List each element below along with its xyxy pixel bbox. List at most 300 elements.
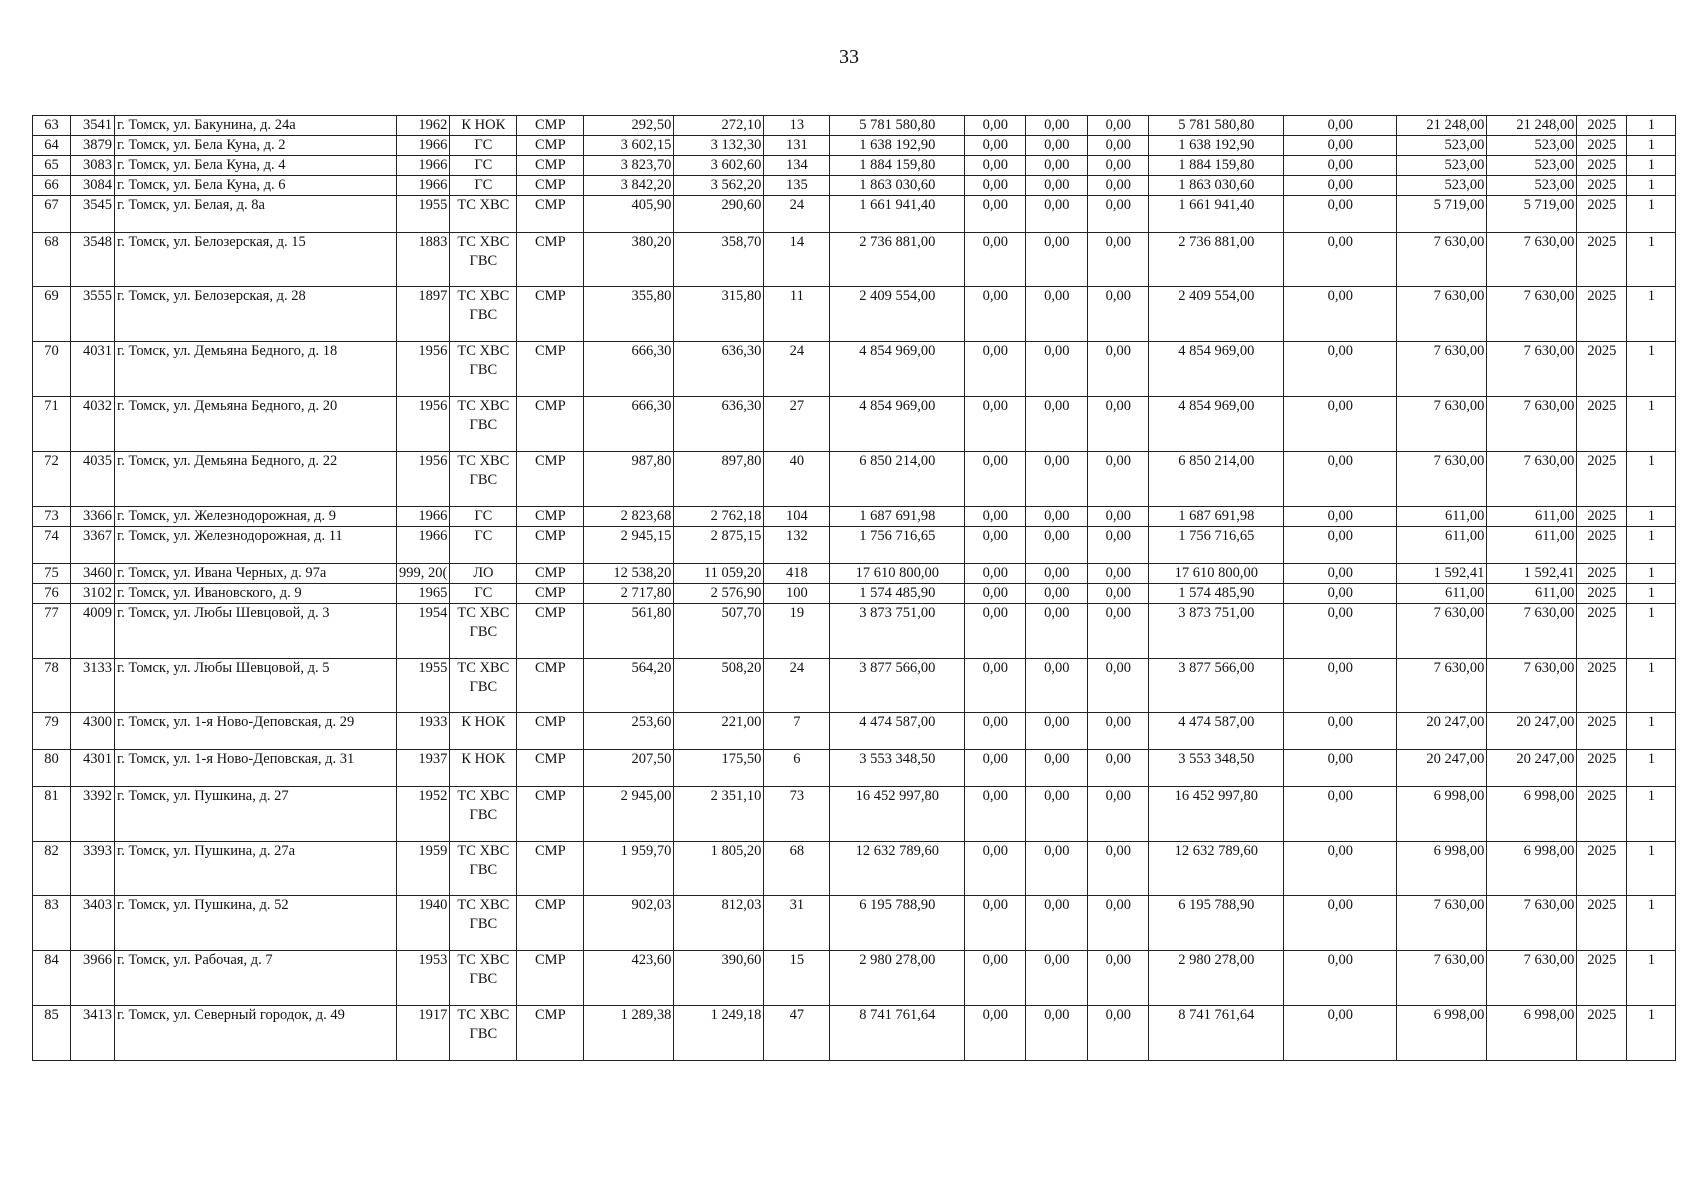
residents-cell: 135: [764, 176, 830, 196]
max-unit-cost-cell: 7 630,00: [1487, 342, 1577, 397]
other-funds-cell: 0,00: [1284, 951, 1397, 1006]
owner-funds-cell: 1 661 941,40: [1149, 196, 1284, 233]
residents-cell: 24: [764, 342, 830, 397]
work-type-cell: СМР: [517, 232, 584, 287]
living-area-cell: 315,80: [674, 287, 764, 342]
fund-cell: 0,00: [1088, 232, 1149, 287]
fund-cell: 0,00: [965, 583, 1026, 603]
owner-funds-cell: 2 736 881,00: [1149, 232, 1284, 287]
row-number-cell: 71: [33, 397, 71, 452]
other-funds-cell: 0,00: [1284, 527, 1397, 564]
cost-total-cell: 8 741 761,64: [830, 1006, 965, 1061]
fund-cell: 0,00: [965, 527, 1026, 564]
system-label: ГС: [474, 584, 493, 601]
systems-cell: [450, 750, 517, 787]
cost-total-cell: 2 409 554,00: [830, 287, 965, 342]
max-unit-cost-cell: 21 248,00: [1487, 116, 1577, 136]
stage-cell: 1: [1627, 176, 1676, 196]
cost-total-cell: 1 863 030,60: [830, 176, 965, 196]
max-unit-cost-cell: 6 998,00: [1487, 841, 1577, 896]
max-unit-cost-cell: 611,00: [1487, 583, 1577, 603]
residents-cell: 418: [764, 563, 830, 583]
residents-cell: 73: [764, 786, 830, 841]
plan-year-cell: 2025: [1577, 1006, 1627, 1061]
plan-year-cell: 2025: [1577, 287, 1627, 342]
systems-cell: [450, 136, 517, 156]
work-type-cell: СМР: [517, 196, 584, 233]
systems-cell: [450, 841, 517, 896]
address-cell: г. Томск, ул. Пушкина, д. 27: [115, 786, 397, 841]
owner-funds-cell: 5 781 580,80: [1149, 116, 1284, 136]
systems-cell: [450, 342, 517, 397]
other-funds-cell: 0,00: [1284, 287, 1397, 342]
unit-cost-cell: 6 998,00: [1397, 786, 1487, 841]
systems-cell: [450, 176, 517, 196]
build-year-cell: 1966: [397, 176, 450, 196]
max-unit-cost-cell: 523,00: [1487, 176, 1577, 196]
living-area-cell: 221,00: [674, 713, 764, 750]
systems-cell: [450, 658, 517, 713]
page-number: 33: [839, 46, 859, 68]
house-id-cell: 3403: [71, 896, 115, 951]
stage-cell: 1: [1627, 397, 1676, 452]
total-area-cell: 902,03: [584, 896, 674, 951]
table-row: [33, 951, 1676, 1006]
other-funds-cell: 0,00: [1284, 397, 1397, 452]
stage-cell: 1: [1627, 750, 1676, 787]
row-number-cell: 75: [33, 563, 71, 583]
residents-cell: 132: [764, 527, 830, 564]
row-number-cell: 69: [33, 287, 71, 342]
residents-cell: 24: [764, 196, 830, 233]
system-label: ТС ХВС: [457, 787, 510, 804]
living-area-cell: 175,50: [674, 750, 764, 787]
system-label: ГВС: [469, 307, 498, 324]
other-funds-cell: 0,00: [1284, 342, 1397, 397]
build-year-cell: 1955: [397, 196, 450, 233]
fund-cell: 0,00: [1088, 1006, 1149, 1061]
table-row: [33, 713, 1676, 750]
address-cell: г. Томск, ул. Белозерская, д. 15: [115, 232, 397, 287]
fund-cell: 0,00: [1088, 287, 1149, 342]
build-year-cell: 1897: [397, 287, 450, 342]
other-funds-cell: 0,00: [1284, 841, 1397, 896]
unit-cost-cell: 6 998,00: [1397, 1006, 1487, 1061]
fund-cell: 0,00: [1088, 196, 1149, 233]
systems-cell: [450, 196, 517, 233]
systems-cell: [450, 156, 517, 176]
system-label: К НОК: [461, 751, 506, 768]
cost-total-cell: 1 756 716,65: [830, 527, 965, 564]
table-row: [33, 896, 1676, 951]
row-number-cell: 81: [33, 786, 71, 841]
system-label: ГВС: [469, 861, 498, 878]
residents-cell: 13: [764, 116, 830, 136]
system-label: ТС ХВС: [457, 1007, 510, 1024]
fund-cell: 0,00: [965, 342, 1026, 397]
address-cell: г. Томск, ул. Бела Куна, д. 6: [115, 176, 397, 196]
fund-cell: 0,00: [1026, 841, 1088, 896]
owner-funds-cell: 1 574 485,90: [1149, 583, 1284, 603]
total-area-cell: 666,30: [584, 342, 674, 397]
unit-cost-cell: 7 630,00: [1397, 397, 1487, 452]
fund-cell: 0,00: [965, 196, 1026, 233]
residents-cell: 27: [764, 397, 830, 452]
fund-cell: 0,00: [965, 603, 1026, 658]
residents-cell: 100: [764, 583, 830, 603]
max-unit-cost-cell: 523,00: [1487, 156, 1577, 176]
house-id-cell: 4035: [71, 452, 115, 507]
row-number-cell: 68: [33, 232, 71, 287]
living-area-cell: 636,30: [674, 397, 764, 452]
cost-total-cell: 6 195 788,90: [830, 896, 965, 951]
work-type-cell: СМР: [517, 563, 584, 583]
total-area-cell: 2 823,68: [584, 507, 674, 527]
fund-cell: 0,00: [1088, 136, 1149, 156]
total-area-cell: 3 823,70: [584, 156, 674, 176]
systems-cell: [450, 232, 517, 287]
unit-cost-cell: 523,00: [1397, 136, 1487, 156]
other-funds-cell: 0,00: [1284, 713, 1397, 750]
build-year-cell: 1940: [397, 896, 450, 951]
total-area-cell: 207,50: [584, 750, 674, 787]
house-id-cell: 3545: [71, 196, 115, 233]
table-row: [33, 841, 1676, 896]
system-label: ТС ХВС: [457, 952, 510, 969]
residents-cell: 68: [764, 841, 830, 896]
house-id-cell: 3083: [71, 156, 115, 176]
other-funds-cell: 0,00: [1284, 786, 1397, 841]
owner-funds-cell: 17 610 800,00: [1149, 563, 1284, 583]
system-label: ГВС: [469, 916, 498, 933]
residents-cell: 131: [764, 136, 830, 156]
fund-cell: 0,00: [1088, 563, 1149, 583]
systems-cell: [450, 452, 517, 507]
plan-year-cell: 2025: [1577, 507, 1627, 527]
build-year-cell: 1883: [397, 232, 450, 287]
unit-cost-cell: 523,00: [1397, 156, 1487, 176]
system-label: ТС ХВС: [457, 659, 510, 676]
fund-cell: 0,00: [965, 841, 1026, 896]
table-row: [33, 196, 1676, 233]
stage-cell: 1: [1627, 841, 1676, 896]
plan-year-cell: 2025: [1577, 603, 1627, 658]
owner-funds-cell: 6 850 214,00: [1149, 452, 1284, 507]
fund-cell: 0,00: [1088, 342, 1149, 397]
other-funds-cell: 0,00: [1284, 896, 1397, 951]
cost-total-cell: 12 632 789,60: [830, 841, 965, 896]
cost-total-cell: 17 610 800,00: [830, 563, 965, 583]
max-unit-cost-cell: 1 592,41: [1487, 563, 1577, 583]
fund-cell: 0,00: [1088, 452, 1149, 507]
living-area-cell: 507,70: [674, 603, 764, 658]
cost-total-cell: 1 687 691,98: [830, 507, 965, 527]
plan-year-cell: 2025: [1577, 452, 1627, 507]
build-year-cell: 1959: [397, 841, 450, 896]
system-label: ГС: [474, 137, 493, 153]
systems-cell: [450, 563, 517, 583]
living-area-cell: 272,10: [674, 116, 764, 136]
residents-cell: 31: [764, 896, 830, 951]
fund-cell: 0,00: [1026, 603, 1088, 658]
fund-cell: 0,00: [1026, 156, 1088, 176]
cost-total-cell: 1 574 485,90: [830, 583, 965, 603]
table-row: [33, 507, 1676, 527]
row-number-cell: 72: [33, 452, 71, 507]
address-cell: г. Томск, ул. 1-я Ново-Деповская, д. 29: [115, 713, 397, 750]
plan-year-cell: 2025: [1577, 750, 1627, 787]
stage-cell: 1: [1627, 896, 1676, 951]
stage-cell: 1: [1627, 196, 1676, 233]
systems-cell: [450, 951, 517, 1006]
address-cell: г. Томск, ул. Ивана Черных, д. 97а: [115, 563, 397, 583]
house-id-cell: 4009: [71, 603, 115, 658]
stage-cell: 1: [1627, 527, 1676, 564]
table-row: [33, 342, 1676, 397]
max-unit-cost-cell: 7 630,00: [1487, 287, 1577, 342]
living-area-cell: 2 576,90: [674, 583, 764, 603]
unit-cost-cell: 523,00: [1397, 176, 1487, 196]
other-funds-cell: 0,00: [1284, 116, 1397, 136]
work-type-cell: СМР: [517, 116, 584, 136]
unit-cost-cell: 611,00: [1397, 507, 1487, 527]
address-cell: г. Томск, ул. Ивановского, д. 9: [115, 583, 397, 603]
system-label: ТС ХВС: [457, 233, 510, 250]
address-cell: г. Томск, ул. Железнодорожная, д. 11: [115, 527, 397, 564]
fund-cell: 0,00: [1026, 527, 1088, 564]
other-funds-cell: 0,00: [1284, 156, 1397, 176]
systems-cell: [450, 1006, 517, 1061]
fund-cell: 0,00: [965, 397, 1026, 452]
unit-cost-cell: 7 630,00: [1397, 896, 1487, 951]
owner-funds-cell: 16 452 997,80: [1149, 786, 1284, 841]
system-label: ГВС: [469, 417, 498, 434]
living-area-cell: 508,20: [674, 658, 764, 713]
stage-cell: 1: [1627, 156, 1676, 176]
stage-cell: 1: [1627, 563, 1676, 583]
systems-cell: [450, 507, 517, 527]
system-label: ГВС: [469, 1026, 498, 1043]
systems-cell: [450, 713, 517, 750]
build-year-cell: 1966: [397, 527, 450, 564]
other-funds-cell: 0,00: [1284, 196, 1397, 233]
system-label: К НОК: [461, 117, 506, 133]
address-cell: г. Томск, ул. Бела Куна, д. 2: [115, 136, 397, 156]
residents-cell: 47: [764, 1006, 830, 1061]
fund-cell: 0,00: [1088, 176, 1149, 196]
table-row: [33, 232, 1676, 287]
house-id-cell: 3966: [71, 951, 115, 1006]
system-label: ТС ХВС: [457, 288, 510, 305]
fund-cell: 0,00: [1026, 750, 1088, 787]
work-type-cell: СМР: [517, 713, 584, 750]
stage-cell: 1: [1627, 1006, 1676, 1061]
row-number-cell: 64: [33, 136, 71, 156]
cost-total-cell: 6 850 214,00: [830, 452, 965, 507]
row-number-cell: 80: [33, 750, 71, 787]
systems-cell: [450, 116, 517, 136]
plan-year-cell: 2025: [1577, 563, 1627, 583]
owner-funds-cell: 3 877 566,00: [1149, 658, 1284, 713]
system-label: ГС: [474, 528, 493, 545]
work-type-cell: СМР: [517, 397, 584, 452]
work-type-cell: СМР: [517, 750, 584, 787]
work-type-cell: СМР: [517, 176, 584, 196]
owner-funds-cell: 3 553 348,50: [1149, 750, 1284, 787]
table-row: [33, 116, 1676, 136]
fund-cell: 0,00: [965, 563, 1026, 583]
fund-cell: 0,00: [1088, 951, 1149, 1006]
table-row: [33, 156, 1676, 176]
unit-cost-cell: 6 998,00: [1397, 841, 1487, 896]
owner-funds-cell: 1 756 716,65: [1149, 527, 1284, 564]
build-year-cell: 1954: [397, 603, 450, 658]
house-id-cell: 3102: [71, 583, 115, 603]
systems-cell: [450, 603, 517, 658]
build-year-cell: 1937: [397, 750, 450, 787]
build-year-cell: 999, 20(: [397, 563, 450, 583]
living-area-cell: 2 875,15: [674, 527, 764, 564]
unit-cost-cell: 7 630,00: [1397, 603, 1487, 658]
fund-cell: 0,00: [1088, 841, 1149, 896]
unit-cost-cell: 7 630,00: [1397, 452, 1487, 507]
max-unit-cost-cell: 20 247,00: [1487, 750, 1577, 787]
max-unit-cost-cell: 6 998,00: [1487, 1006, 1577, 1061]
fund-cell: 0,00: [965, 232, 1026, 287]
living-area-cell: 3 562,20: [674, 176, 764, 196]
address-cell: г. Томск, ул. Северный городок, д. 49: [115, 1006, 397, 1061]
address-cell: г. Томск, ул. Железнодорожная, д. 9: [115, 507, 397, 527]
systems-cell: [450, 896, 517, 951]
row-number-cell: 73: [33, 507, 71, 527]
fund-cell: 0,00: [965, 896, 1026, 951]
address-cell: г. Томск, ул. Пушкина, д. 27а: [115, 841, 397, 896]
owner-funds-cell: 2 980 278,00: [1149, 951, 1284, 1006]
work-type-cell: СМР: [517, 603, 584, 658]
system-label: ТС ХВС: [457, 897, 510, 914]
unit-cost-cell: 611,00: [1397, 583, 1487, 603]
plan-year-cell: 2025: [1577, 841, 1627, 896]
unit-cost-cell: 7 630,00: [1397, 287, 1487, 342]
build-year-cell: 1965: [397, 583, 450, 603]
total-area-cell: 253,60: [584, 713, 674, 750]
fund-cell: 0,00: [1026, 786, 1088, 841]
total-area-cell: 1 959,70: [584, 841, 674, 896]
max-unit-cost-cell: 7 630,00: [1487, 951, 1577, 1006]
living-area-cell: 3 132,30: [674, 136, 764, 156]
other-funds-cell: 0,00: [1284, 452, 1397, 507]
system-label: ГВС: [469, 971, 498, 988]
fund-cell: 0,00: [1026, 563, 1088, 583]
stage-cell: 1: [1627, 287, 1676, 342]
house-id-cell: 3548: [71, 232, 115, 287]
table-row: [33, 176, 1676, 196]
residents-cell: 19: [764, 603, 830, 658]
system-label: К НОК: [461, 714, 506, 731]
stage-cell: 1: [1627, 658, 1676, 713]
owner-funds-cell: 6 195 788,90: [1149, 896, 1284, 951]
plan-year-cell: 2025: [1577, 176, 1627, 196]
living-area-cell: 897,80: [674, 452, 764, 507]
address-cell: г. Томск, ул. 1-я Ново-Деповская, д. 31: [115, 750, 397, 787]
cost-total-cell: 3 873 751,00: [830, 603, 965, 658]
plan-year-cell: 2025: [1577, 713, 1627, 750]
plan-year-cell: 2025: [1577, 136, 1627, 156]
work-type-cell: СМР: [517, 1006, 584, 1061]
cost-total-cell: 5 781 580,80: [830, 116, 965, 136]
unit-cost-cell: 611,00: [1397, 527, 1487, 564]
fund-cell: 0,00: [1026, 452, 1088, 507]
row-number-cell: 67: [33, 196, 71, 233]
other-funds-cell: 0,00: [1284, 176, 1397, 196]
fund-cell: 0,00: [1026, 116, 1088, 136]
fund-cell: 0,00: [1088, 397, 1149, 452]
living-area-cell: 11 059,20: [674, 563, 764, 583]
build-year-cell: 1953: [397, 951, 450, 1006]
stage-cell: 1: [1627, 951, 1676, 1006]
owner-funds-cell: 4 474 587,00: [1149, 713, 1284, 750]
system-label: ГС: [474, 508, 493, 525]
system-label: ТС ХВС: [457, 197, 510, 213]
address-cell: г. Томск, ул. Рабочая, д. 7: [115, 951, 397, 1006]
fund-cell: 0,00: [1088, 156, 1149, 176]
system-label: ГС: [474, 157, 493, 173]
unit-cost-cell: 1 592,41: [1397, 563, 1487, 583]
total-area-cell: 12 538,20: [584, 563, 674, 583]
fund-cell: 0,00: [1026, 1006, 1088, 1061]
fund-cell: 0,00: [965, 176, 1026, 196]
max-unit-cost-cell: 523,00: [1487, 136, 1577, 156]
address-cell: г. Томск, ул. Демьяна Бедного, д. 22: [115, 452, 397, 507]
fund-cell: 0,00: [965, 507, 1026, 527]
total-area-cell: 561,80: [584, 603, 674, 658]
work-type-cell: СМР: [517, 287, 584, 342]
system-label: ТС ХВС: [457, 604, 510, 621]
unit-cost-cell: 7 630,00: [1397, 342, 1487, 397]
house-id-cell: 3879: [71, 136, 115, 156]
cost-total-cell: 1 661 941,40: [830, 196, 965, 233]
total-area-cell: 2 945,15: [584, 527, 674, 564]
build-year-cell: 1955: [397, 658, 450, 713]
build-year-cell: 1956: [397, 452, 450, 507]
address-cell: г. Томск, ул. Бела Куна, д. 4: [115, 156, 397, 176]
systems-cell: [450, 583, 517, 603]
fund-cell: 0,00: [1088, 896, 1149, 951]
owner-funds-cell: 1 884 159,80: [1149, 156, 1284, 176]
cost-total-cell: 4 854 969,00: [830, 342, 965, 397]
residents-cell: 14: [764, 232, 830, 287]
plan-year-cell: 2025: [1577, 196, 1627, 233]
other-funds-cell: 0,00: [1284, 583, 1397, 603]
owner-funds-cell: 12 632 789,60: [1149, 841, 1284, 896]
table-body: [33, 116, 1676, 1061]
house-id-cell: 3367: [71, 527, 115, 564]
residents-cell: 134: [764, 156, 830, 176]
plan-year-cell: 2025: [1577, 397, 1627, 452]
total-area-cell: 1 289,38: [584, 1006, 674, 1061]
system-label: ГВС: [469, 623, 498, 640]
house-id-cell: 4031: [71, 342, 115, 397]
work-type-cell: СМР: [517, 841, 584, 896]
owner-funds-cell: 3 873 751,00: [1149, 603, 1284, 658]
work-type-cell: СМР: [517, 452, 584, 507]
house-id-cell: 3541: [71, 116, 115, 136]
fund-cell: 0,00: [1026, 507, 1088, 527]
fund-cell: 0,00: [1026, 658, 1088, 713]
house-id-cell: 3392: [71, 786, 115, 841]
row-number-cell: 76: [33, 583, 71, 603]
build-year-cell: 1933: [397, 713, 450, 750]
